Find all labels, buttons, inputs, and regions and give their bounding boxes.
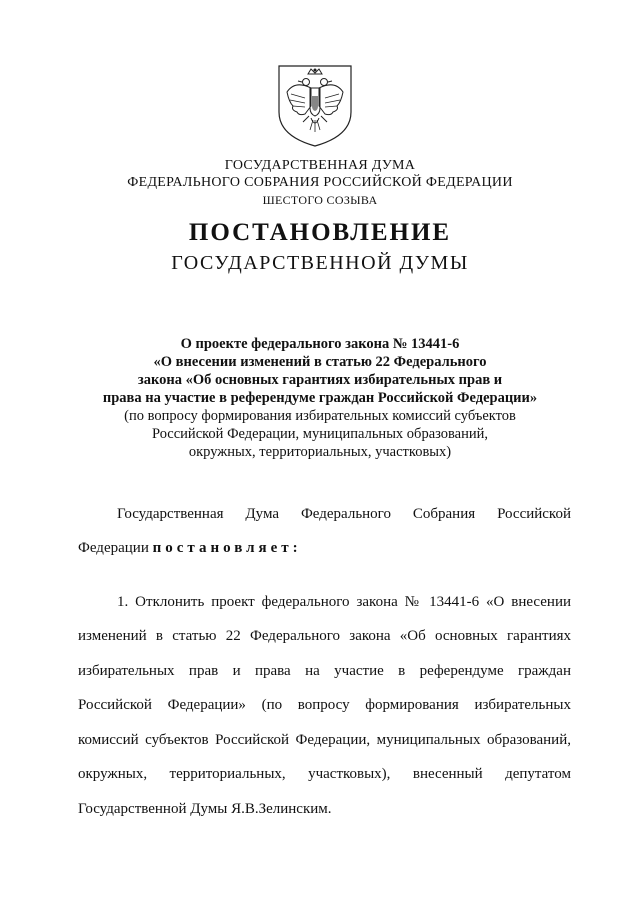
item1-line: избирательных прав и права на участие в референдуме граждан <box>78 663 571 679</box>
caption-bold-line: «О внесении изменений в статью 22 Федерального <box>153 354 487 370</box>
item1-line: окружных, территориальных, участковых), внесенный депутатом <box>78 766 571 782</box>
caption-plain-line: окружных, территориальных, участковых) <box>188 444 452 460</box>
caption-bold-line: закона «Об основных гарантиях избирательных прав и <box>137 372 503 388</box>
caption-plain-line: Российской Федерации, муниципальных образований, <box>151 426 489 442</box>
header-line-2: ФЕДЕРАЛЬНОГО СОБРАНИЯ РОССИЙСКОЙ ФЕДЕРАЦИИ <box>127 175 513 190</box>
preamble-line-2 <box>78 540 571 557</box>
document-title: ПОСТАНОВЛЕНИЕ <box>188 219 452 246</box>
coat-of-arms-emblem-icon <box>275 62 355 148</box>
document-subtitle: ГОСУДАРСТВЕННОЙ ДУМЫ <box>171 252 469 274</box>
item1-line: 1. Отклонить проект федерального закона № 13441-6 «О внесении <box>117 594 571 610</box>
caption-block <box>100 335 540 461</box>
header-line-3: ШЕСТОГО СОЗЫВА <box>262 193 378 207</box>
caption-bold-line: О проекте федерального закона № 13441-6 <box>180 336 460 352</box>
preamble-decrees: постановляет: <box>152 540 302 556</box>
preamble-federation: Федерации <box>78 540 149 556</box>
caption-bold-line: права на участие в референдуме граждан Российской Федерации» <box>102 390 538 406</box>
header-line-1: ГОСУДАРСТВЕННАЯ ДУМА <box>224 158 416 173</box>
item1-line: Государственной Думы Я.В.Зелинским. <box>78 801 332 817</box>
item1-line: комиссий субъектов Российской Федерации, муниципальных образований, <box>78 732 571 748</box>
item1-line: Российской Федерации» (по вопросу формирования избирательных <box>78 697 571 713</box>
preamble-line-1: Государственная Дума Федерального Собрания Российской <box>117 506 571 522</box>
item1-line: изменений в статью 22 Федерального закона «Об основных гарантиях <box>78 628 571 644</box>
caption-plain-line: (по вопросу формирования избирательных комиссий субъектов <box>124 408 516 424</box>
